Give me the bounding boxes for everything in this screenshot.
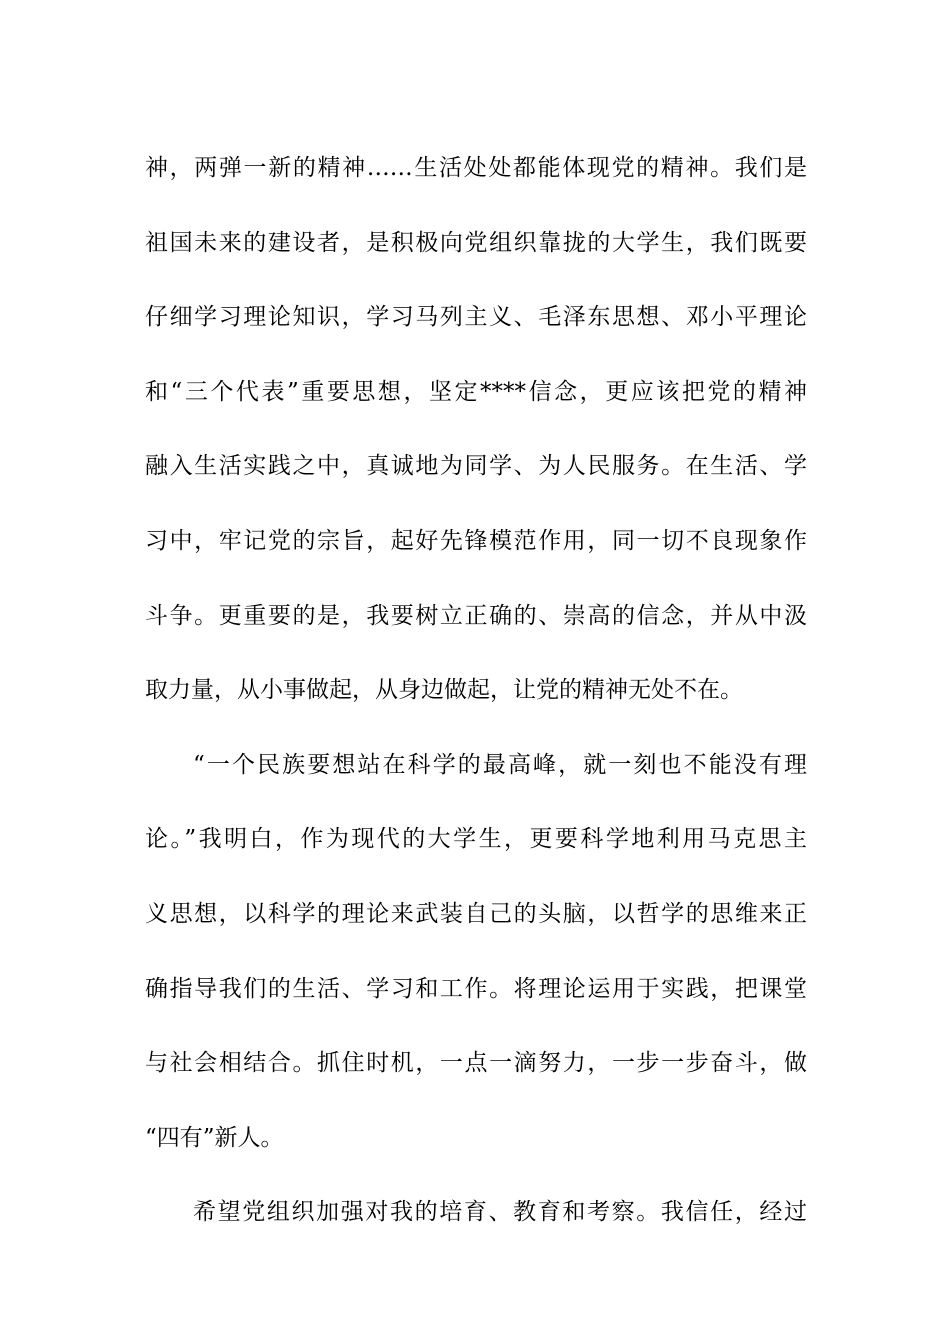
text-line: 与社会相结合。抓住时机，一点一滴努力，一步一步奋斗，做 [145,1050,807,1077]
text-line: 仔细学习理论知识，学习马列主义、毛泽东思想、邓小平理论 [145,304,807,331]
text-line: “一个民族要想站在科学的最高峰，就一刻也不能没有理 [193,751,807,778]
text-line: “四有”新人。 [145,1124,284,1151]
text-line: 斗争。更重要的是，我要树立正确的、崇高的信念，并从中汲 [145,602,807,629]
text-line: 取力量，从小事做起，从身边做起，让党的精神无处不在。 [145,677,743,704]
text-line: 习中，牢记党的宗旨，起好先锋模范作用，同一切不良现象作 [145,527,807,554]
text-line: 神，两弹一新的精神……生活处处都能体现党的精神。我们是 [145,155,807,181]
text-line: 义思想，以科学的理论来武装自己的头脑，以哲学的思维来正 [145,900,807,927]
document-body [145,131,807,1250]
text-line: 论。”我明白，作为现代的大学生，更要科学地利用马克思主 [145,826,807,853]
text-line: 希望党组织加强对我的培育、教育和考察。我信任，经过 [193,1199,807,1226]
text-line: 祖国未来的建设者，是积极向党组织靠拢的大学生，我们既要 [145,229,807,256]
text-line: 和“三个代表”重要思想，坚定****信念，更应该把党的精神 [145,378,807,405]
text-line: 确指导我们的生活、学习和工作。将理论运用于实践，把课堂 [145,975,807,1002]
text-line: 融入生活实践之中，真诚地为同学、为人民服务。在生活、学 [145,453,807,480]
